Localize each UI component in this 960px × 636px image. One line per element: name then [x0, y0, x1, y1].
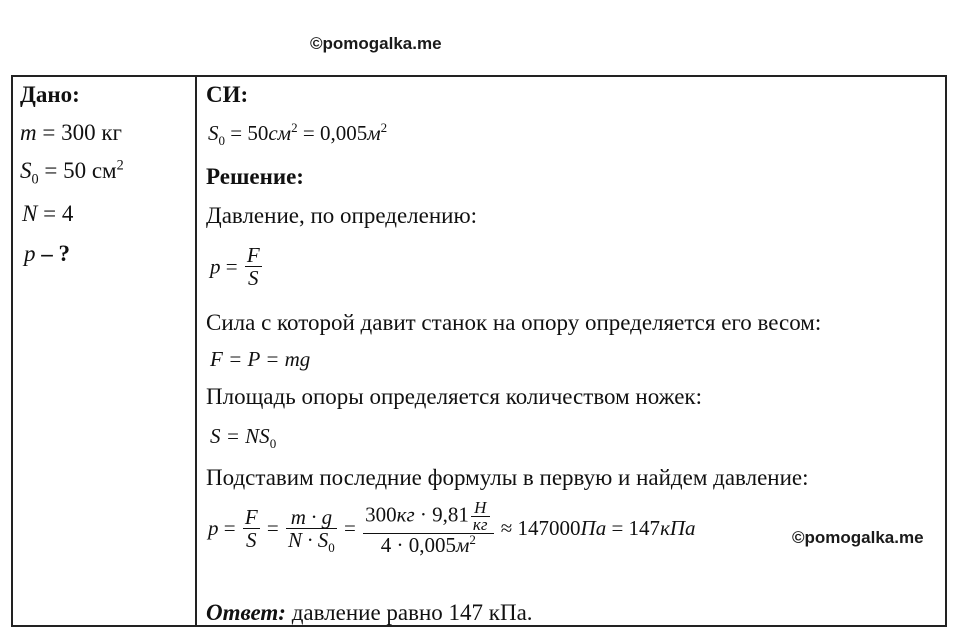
solution-line-2: Сила с которой давит станок на опору определяется его весом:	[206, 310, 822, 335]
solution-line-4: Подставим последние формулы в первую и найдем давление:	[206, 465, 809, 490]
given-legs: N = 4	[22, 201, 74, 226]
given-mass: m = 300 кг	[20, 120, 122, 145]
formula-force: F = P = mg	[210, 347, 311, 371]
formula-pressure-definition: p = $\frac{F}{S}$	[210, 243, 260, 290]
solution-line-3: Площадь опоры определяется количеством ножек:	[206, 384, 702, 409]
given-area: $S_0 = 50$ $см^2$	[20, 157, 124, 188]
formula-area: $S = NS_0$	[210, 424, 277, 452]
column-divider	[195, 75, 197, 627]
formula-final-calculation: p = $\frac{F}{S}$ = $\frac{m \cdot g}{N \cdot S_0}$ = 300кг · 9,81 $\frac{Н}{кг}$ $4 \cdot 0,005м^2$ ≈ 147000Па = 147кПа	[208, 498, 696, 557]
watermark-top: ©pomogalka.me	[310, 34, 442, 53]
si-header: СИ:	[206, 82, 249, 107]
solution-header: Решение:	[206, 164, 304, 189]
answer-label: Ответ:	[206, 600, 286, 625]
given-unknown: p – ?	[24, 241, 70, 266]
solution-line-1: Давление, по определению:	[206, 203, 478, 228]
answer	[206, 600, 533, 626]
given-header: Дано:	[20, 82, 80, 107]
watermark-right: ©pomogalka.me	[792, 528, 924, 547]
si-conversion: $S_0 = 50см^2 = 0,005м^2$	[208, 120, 388, 149]
answer-text: давление равно 147 кПа.	[285, 600, 533, 625]
